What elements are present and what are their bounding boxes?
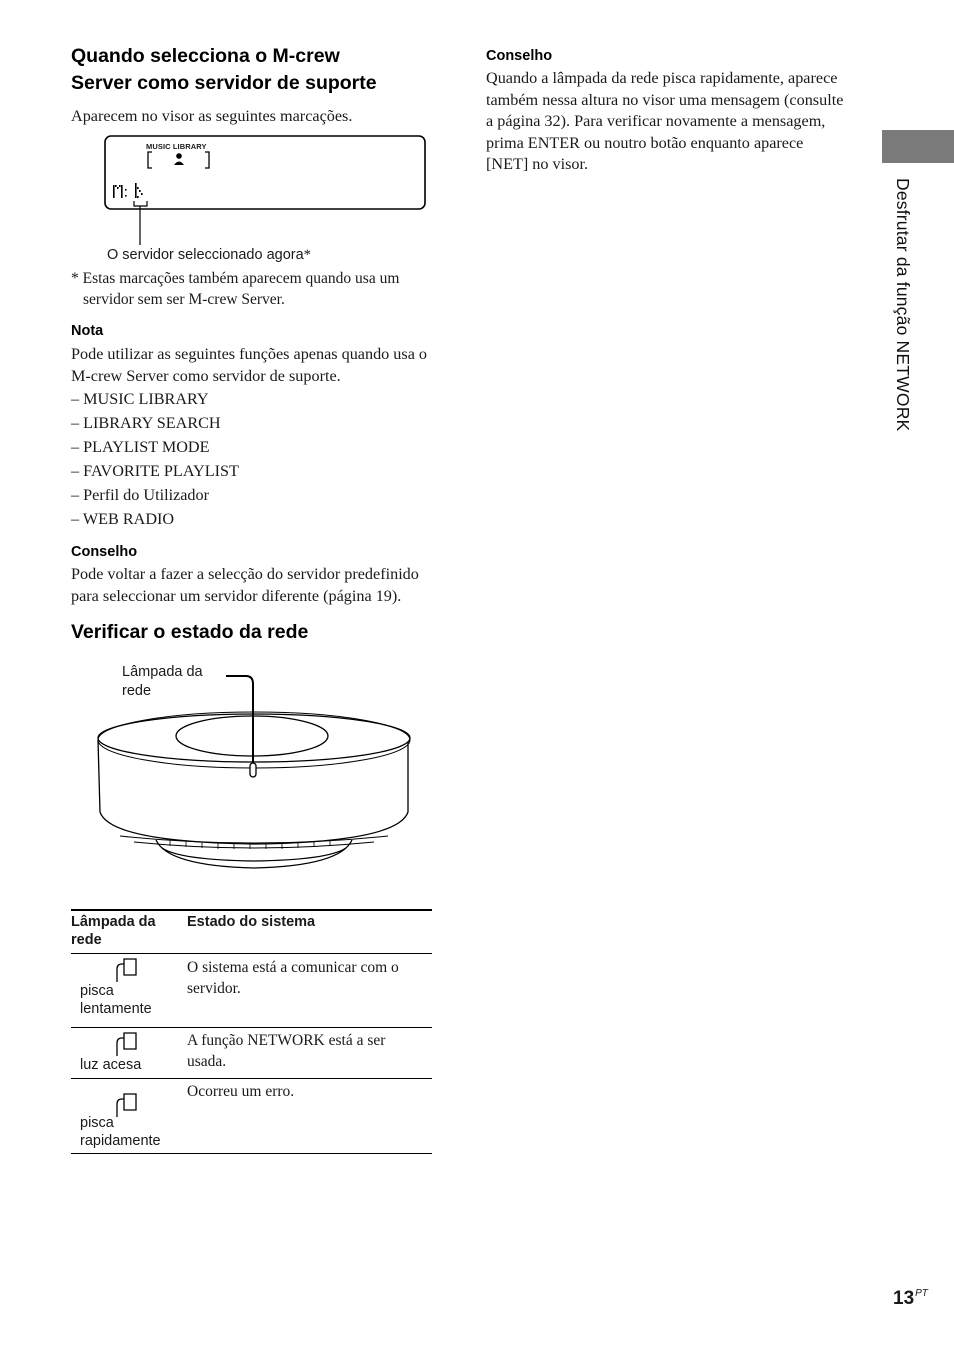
table-row-rule: [71, 1078, 432, 1079]
table-top-rule: [71, 909, 432, 911]
footnote-line2: servidor sem ser M-crew Server.: [83, 291, 285, 308]
system-status: [187, 957, 399, 999]
display-label-music: MUSIC: [146, 142, 171, 151]
lamp-label-line1: Lâmpada da: [122, 664, 203, 680]
section-heading: [71, 43, 377, 97]
device-base-inner: [162, 848, 346, 861]
table-row-rule: [71, 1027, 432, 1028]
system-status-line1: Ocorreu um erro.: [187, 1083, 295, 1100]
display-label-library: LIBRARY: [172, 142, 207, 151]
lamp-label-line2: rede: [122, 683, 152, 699]
section-side-label: Desfrutar da função NETWORK: [893, 178, 913, 432]
conselho-right-line: prima ENTER ou noutro botão enquanto aparece: [486, 133, 804, 152]
lamp-state-label: [80, 1056, 141, 1074]
footnote: [71, 268, 399, 310]
lamp-state-label: [80, 1114, 161, 1150]
table-header-col1-line2: rede: [71, 932, 102, 948]
list-item: – PLAYLIST MODE: [71, 438, 210, 456]
conselho-text-left: [71, 564, 419, 607]
system-status-line1: O sistema está a comunicar com o: [187, 959, 399, 976]
system-status: [187, 1030, 385, 1072]
nota-text: [71, 344, 427, 387]
conselho-title-right: Conselho: [486, 48, 553, 64]
intro-text: Aparecem no visor as seguintes marcações.: [71, 107, 353, 125]
table-header-col1-line1: Lâmpada da: [71, 914, 156, 930]
list-item: – FAVORITE PLAYLIST: [71, 462, 239, 480]
conselho-right-line: [NET] no visor.: [486, 155, 589, 174]
nota-line1: Pode utilizar as seguintes funções apenas quando usa o: [71, 345, 428, 363]
table-bottom-rule: [71, 1153, 432, 1154]
nota-line2: M-crew Server como servidor de suporte.: [71, 366, 341, 385]
system-status-line2: servidor.: [187, 980, 241, 997]
section-tab: [882, 130, 954, 163]
footnote-line1: * Estas marcações também aparecem quando usa um: [71, 270, 400, 287]
lamp-state-line1: luz acesa: [80, 1057, 142, 1073]
lamp-state-line2: rapidamente: [80, 1133, 161, 1149]
display-illustration: [104, 135, 426, 211]
page-number-value: 13: [893, 1288, 915, 1309]
table-header-rule: [71, 953, 432, 954]
list-item: – WEB RADIO: [71, 510, 175, 528]
network-lamp: [250, 763, 256, 777]
page-number-suffix: PT: [915, 1288, 928, 1299]
lamp-on-icon: [116, 1031, 140, 1057]
lamp-state-line1: pisca: [80, 983, 114, 999]
table-header-col2: Estado do sistema: [187, 914, 316, 930]
conselho-line1: Pode voltar a fazer a selecção do servidor predefinido: [71, 565, 419, 583]
system-status: [187, 1081, 294, 1102]
lamp-state-line1: pisca: [80, 1115, 114, 1131]
conselho-right-line: a página 32). Para verificar novamente a mensagem,: [486, 112, 826, 131]
system-status-line1: A função NETWORK está a ser: [187, 1032, 386, 1049]
lamp-blink-slow-icon: [116, 957, 140, 983]
list-item: – Perfil do Utilizador: [71, 486, 210, 504]
section-heading-line1: Quando selecciona o M-crew: [71, 45, 340, 67]
display-caption: [107, 246, 311, 265]
section-heading-line2: Server como servidor de suporte: [71, 72, 377, 94]
display-caption-mark: *: [303, 247, 311, 263]
page-number: [893, 1282, 928, 1311]
table-header-col1: [71, 913, 156, 949]
list-item: – MUSIC LIBRARY: [71, 390, 209, 408]
conselho-right-line: Quando a lâmpada da rede pisca rapidamente, aparece: [486, 69, 838, 87]
display-labels: [146, 142, 207, 151]
list-item: – LIBRARY SEARCH: [71, 414, 221, 432]
system-status-line2: usada.: [187, 1053, 227, 1070]
conselho-line2: para seleccionar um servidor diferente (página 19).: [71, 586, 402, 605]
device-illustration: [90, 670, 420, 880]
display-svg: [104, 135, 426, 255]
nota-list: [71, 387, 239, 531]
lamp-state-label: [80, 982, 152, 1018]
nota-title: Nota: [71, 323, 104, 339]
conselho-right-line: também nessa altura no visor uma mensagem (consulte: [486, 90, 844, 109]
conselho-title-left: Conselho: [71, 544, 138, 560]
conselho-text-right: [486, 68, 843, 176]
network-heading: Verificar o estado da rede: [71, 621, 309, 643]
lamp-state-line2: lentamente: [80, 1001, 152, 1017]
display-caption-text: O servidor seleccionado agora: [107, 247, 304, 263]
